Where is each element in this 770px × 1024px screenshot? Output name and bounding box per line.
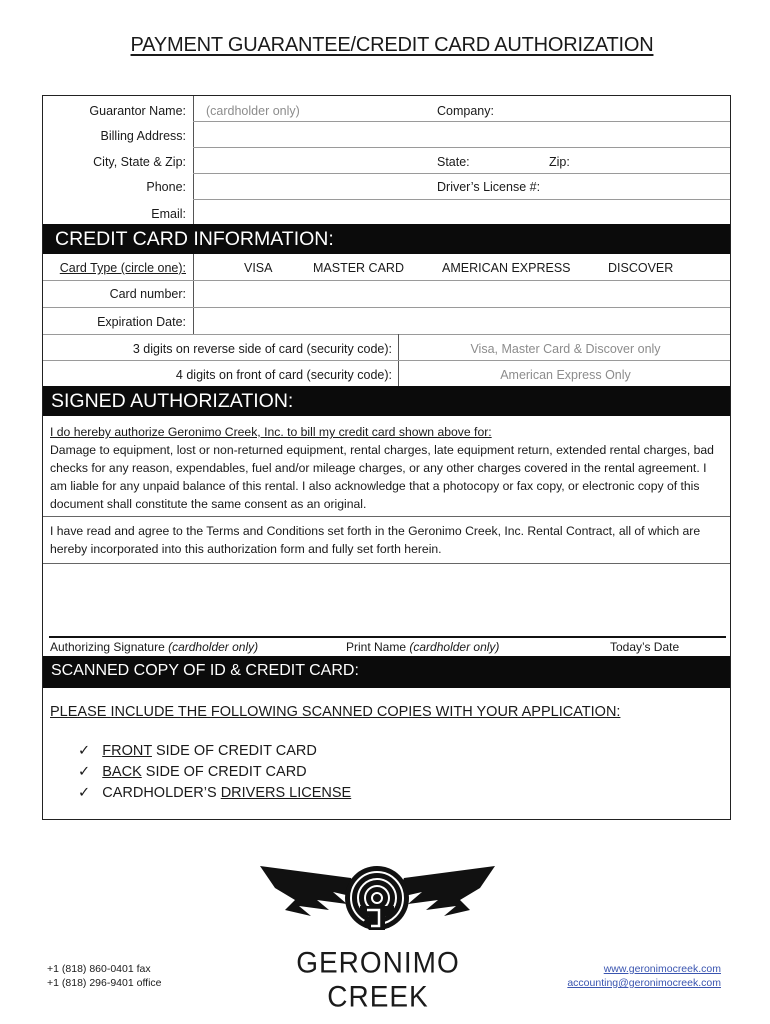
check-icon: ✓ (78, 743, 91, 759)
authorizing-signature-label: Authorizing Signature (cardholder only) (50, 640, 259, 654)
todays-date-label: Today’s Date (610, 640, 680, 654)
page-title: PAYMENT GUARANTEE/CREDIT CARD AUTHORIZATION (130, 34, 654, 56)
guarantor-name-label: Guarantor Name: (89, 104, 186, 118)
checklist-item-front: ✓ FRONT SIDE OF CREDIT CARD (78, 743, 317, 759)
zip-label[interactable]: Zip: (549, 155, 570, 169)
section-divider (43, 563, 730, 564)
scanned-copy-header (43, 656, 730, 688)
company-label[interactable]: Company: (437, 104, 494, 118)
authorization-intro: I do hereby authorize Geronimo Creek, Inc. to bill my credit card shown above for: (50, 425, 492, 439)
row-divider (43, 280, 730, 281)
card-type-discover[interactable]: DISCOVER (608, 261, 674, 275)
guarantor-name-hint[interactable]: (cardholder only) (206, 104, 300, 118)
section-divider (43, 516, 730, 517)
authorization-body: Damage to equipment, lost or non-returned equipment, rental charges, late equipment return, extended rental charges, bad checks for any reason, expendables, fuel and/or mileage charges, or any other charges covered in the rental agreement. I am liable for any unpaid balance of this rental. I also acknowledge that a photocopy or fax copy, or electronic copy of this document shall constitute the same consent as an original. (50, 443, 714, 511)
label-divider (193, 96, 194, 224)
geronimo-creek-logo-emblem (255, 858, 500, 948)
authorization-form (42, 95, 731, 820)
footer-contact (47, 962, 162, 990)
card-type-mastercard[interactable]: MASTER CARD (313, 261, 404, 275)
card-type-visa[interactable]: VISA (244, 261, 273, 275)
row-divider (193, 147, 730, 148)
credit-card-section-header (43, 224, 730, 254)
cvv3-label: 3 digits on reverse side of card (security code): (132, 342, 392, 356)
phone-label: Phone: (146, 180, 186, 194)
scan-instruction: PLEASE INCLUDE THE FOLLOWING SCANNED COPIES WITH YOUR APPLICATION: (50, 704, 621, 720)
scanned-copy-title: SCANNED COPY OF ID & CREDIT CARD: (51, 662, 359, 679)
signed-authorization-header (43, 386, 730, 416)
email-label: Email: (151, 207, 186, 221)
checklist-item-back: ✓ BACK SIDE OF CREDIT CARD (78, 764, 307, 780)
check-icon: ✓ (78, 785, 91, 801)
card-type-amex[interactable]: AMERICAN EXPRESS (442, 261, 571, 275)
cvv4-hint[interactable]: American Express Only (500, 368, 631, 382)
row-divider (193, 199, 730, 200)
card-type-label: Card Type (circle one): (59, 261, 186, 275)
logo-wordmark: GERONIMO CREEK (296, 946, 460, 1013)
row-divider (43, 307, 730, 308)
row-divider (43, 334, 730, 335)
cvv4-label: 4 digits on front of card (security code): (175, 368, 392, 382)
email-link[interactable]: accounting@geronimocreek.com (567, 977, 721, 989)
checklist-item-license: ✓ CARDHOLDER’S DRIVERS LICENSE (78, 785, 352, 801)
check-icon: ✓ (78, 764, 91, 780)
scan-checklist (78, 741, 351, 804)
fax-number: +1 (818) 860-0401 fax (47, 963, 151, 975)
office-number: +1 (818) 296-9401 office (47, 977, 162, 989)
city-state-zip-label: City, State & Zip: (93, 155, 186, 169)
print-name-label: Print Name (cardholder only) (346, 640, 500, 654)
row-divider (43, 360, 730, 361)
signed-authorization-title: SIGNED AUTHORIZATION: (51, 390, 294, 412)
authorization-text (50, 423, 724, 513)
signature-line[interactable] (49, 636, 726, 638)
billing-address-label: Billing Address: (100, 129, 186, 143)
drivers-license-label[interactable]: Driver’s License #: (437, 180, 541, 194)
row-divider (193, 173, 730, 174)
state-label[interactable]: State: (437, 155, 470, 169)
row-divider (193, 121, 730, 122)
cvv3-hint[interactable]: Visa, Master Card & Discover only (470, 342, 661, 356)
footer-links (567, 962, 721, 990)
website-link[interactable]: www.geronimocreek.com (603, 963, 721, 975)
card-number-label: Card number: (109, 287, 186, 301)
expiration-date-label: Expiration Date: (97, 315, 186, 329)
credit-card-section-title: CREDIT CARD INFORMATION: (55, 228, 334, 250)
terms-text: I have read and agree to the Terms and Conditions set forth in the Geronimo Creek, Inc. Rental Contract, all of which are hereby incorporated into this authorization form and fully set forth herein. (50, 524, 701, 556)
label-divider (193, 254, 194, 334)
